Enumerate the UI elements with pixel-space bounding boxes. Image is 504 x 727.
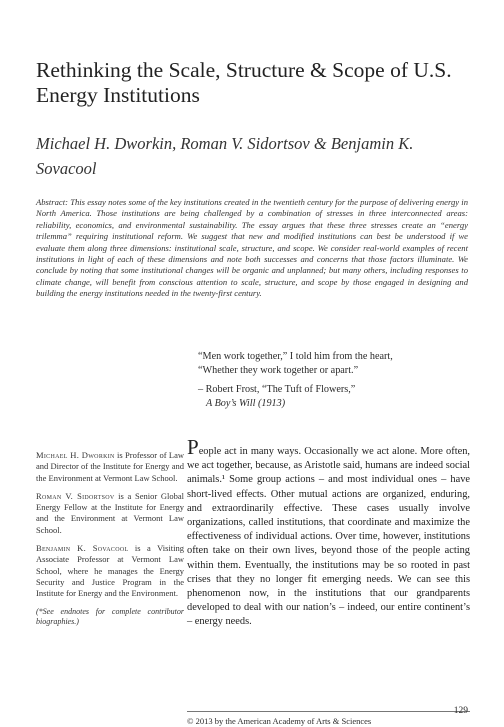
bio-text: is a Senior Global Energy Fellow at the Institute for Energy and the Environment at Vermont Law School. [36, 490, 184, 535]
bio-text: is a Visiting Associate Professor at Vermont Law School, where he manages the Energy Security and Justice Program in the Institute for Energy and the Environment. [36, 543, 184, 599]
bio-text: is Professor of Law and Director of the Institute for Energy and the Environment at Vermont Law School. [36, 450, 184, 483]
abstract: Abstract: This essay notes some of the key institutions created in the twentieth century for the purpose of delivering energy in North America. Those institutions are being challenged by a combination of stresses in three interconnected areas: reliability, economics, and environmental sustainability. The essay argues that these three stresses create an “energy trilemma” requiring institutional reform. We suggest that new and modified institutions can best be understood if we evaluate them along three dimensions: institutional scale, structure, and scope. We consider real-world examples of recent institutions in light of each of these dimensions and note both successes and concerns that those factors illuminate. We conclude by noting that some institutional changes will be organic and unplanned; but many others, including responses to climate change, will benefit from conscious attention to scale, structure, and scope by those engaged in designing and building the energy institutions needed in the twenty-first century. [36, 197, 468, 299]
bio-dworkin [36, 450, 184, 484]
drop-cap: P [187, 435, 199, 459]
body-paragraph [187, 435, 470, 630]
copyright-notice: © 2013 by the American Academy of Arts & Sciences [187, 716, 372, 726]
bio-sidortsov [36, 491, 184, 536]
epigraph [198, 350, 448, 410]
epigraph-attribution: – Robert Frost, “The Tuft of Flowers,” [198, 384, 356, 395]
bio-name: Benjamin K. Sovacool [36, 543, 129, 554]
page-number: 129 [453, 706, 468, 716]
author-list: Michael H. Dworkin, Roman V. Sidortsov & Benjamin K. Sovacool [36, 134, 414, 178]
contributor-bios [36, 450, 184, 635]
epigraph-line-2: “Whether they work together or apart.” [198, 364, 359, 376]
epigraph-line-1: “Men work together,” I told him from the heart, [198, 351, 393, 362]
epigraph-source-text: A Boy’s Will (1913) [206, 397, 286, 409]
bio-sovacool [36, 543, 184, 599]
bio-name: Roman V. Sidortsov [36, 490, 115, 501]
bio-name: Michael H. Dworkin [36, 450, 115, 460]
article-title: Rethinking the Scale, Structure & Scope of U.S. Energy Institutions [36, 58, 452, 107]
body-text: eople act in many ways. Occasionally we act alone. More often, we act together, because, as Aristotle said, humans are indeed social animals.¹ Some group actions – and most individual ones – have short-lived effects. Other mutual actions are organized, enduring, and extraordinarily effective. These cases usually involve organizations, called institutions, that coordinate and maximize the effectiveness of individual actions. Over time, however, institutions often take on their own lives, beyond those of the people acting within them. Eventually, the institutions may be so rooted in past crises that they no longer fit emerging needs. We can see this phenomenon now, in the institutions that our grandparents developed to deal with our nation’s – indeed, our entire continent’s – energy needs. [187, 446, 470, 628]
epigraph-source [206, 397, 448, 411]
bio-note: (*See endnotes for complete contributor biographies.) [36, 606, 184, 627]
